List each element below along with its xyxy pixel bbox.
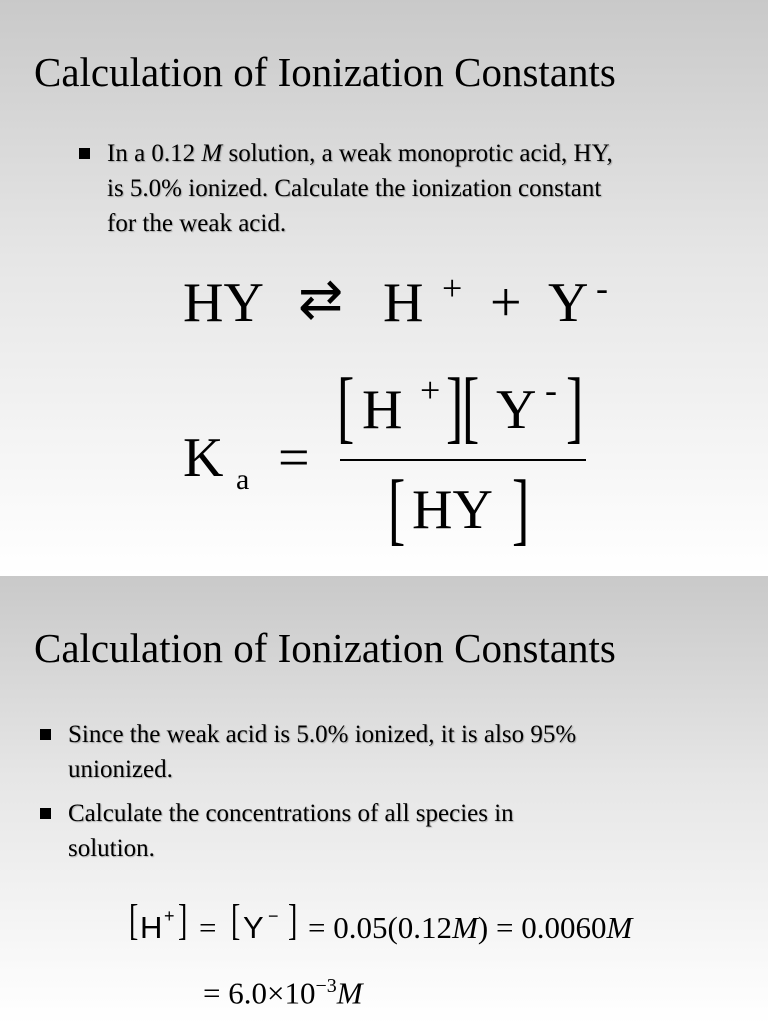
denominator: HY <box>412 479 493 541</box>
y-ion: Y <box>243 910 264 945</box>
bullet-square-icon <box>40 808 51 819</box>
product-h: H <box>383 272 424 334</box>
ka-symbol: K <box>183 427 224 489</box>
equilibrium-arrow-icon: ⇄ <box>298 269 344 329</box>
bullet-square-icon <box>40 729 51 740</box>
bullet-line-2: is 5.0% ionized. Calculate the ionization constant <box>107 175 602 202</box>
ka-subscript: a <box>236 463 250 496</box>
bullet-line-1: Calculate the concentrations of all species in <box>68 800 514 827</box>
bracket-open: [ <box>337 363 355 452</box>
equals-sign: = <box>199 910 217 945</box>
equation-line-2: = $6.0\times 10^{-3}M$ <box>203 975 363 1011</box>
bullet-line-1: Since the weak acid is 5.0% ionized, it is also 95% <box>68 721 577 748</box>
numerator-h-charge: + <box>420 370 441 410</box>
bullet-item <box>68 717 748 787</box>
reactant: HY <box>183 272 264 334</box>
numerator-y-charge: - <box>545 370 557 410</box>
y-ion-charge: − <box>268 906 279 926</box>
bullet-item <box>68 796 748 866</box>
bracket-close: ] <box>512 465 530 554</box>
bracket-close: ] <box>446 363 464 452</box>
slide-2 <box>0 576 768 1024</box>
equals-sign: = <box>278 427 310 489</box>
numerator-y: Y <box>496 379 537 441</box>
bracket-open: [ <box>462 363 480 452</box>
bullet-line-2: solution. <box>68 835 155 862</box>
bullet-line-2: unionized. <box>68 756 173 783</box>
bracket-open: [ <box>231 896 241 945</box>
slide-title: Calculation of Ionization Constants <box>34 49 616 95</box>
h-ion-charge: + <box>164 906 175 926</box>
slide-title: Calculation of Ionization Constants <box>34 625 616 671</box>
bracket-open: [ <box>388 465 406 554</box>
plus-sign: + <box>490 272 522 334</box>
bracket-close: ] <box>178 896 188 945</box>
bullet-square-icon <box>79 148 90 159</box>
bracket-close: ] <box>288 896 298 945</box>
charge-plus: + <box>442 268 463 308</box>
numerator-h: H <box>362 379 403 441</box>
charge-minus: - <box>596 268 608 308</box>
fraction-bar <box>340 459 586 461</box>
bracket-close: ] <box>566 363 584 452</box>
bullet-item <box>107 136 747 241</box>
bracket-open: [ <box>129 896 139 945</box>
product-y: Y <box>548 272 589 334</box>
bullet-line-3: for the weak acid. <box>107 210 287 237</box>
bullet-line-1: In a 0.12 M solution, a weak monoprotic acid, HY, <box>107 140 613 167</box>
h-ion: H <box>140 910 163 945</box>
equation-text: = 0.05(0.12M) = 0.0060M <box>308 910 633 945</box>
